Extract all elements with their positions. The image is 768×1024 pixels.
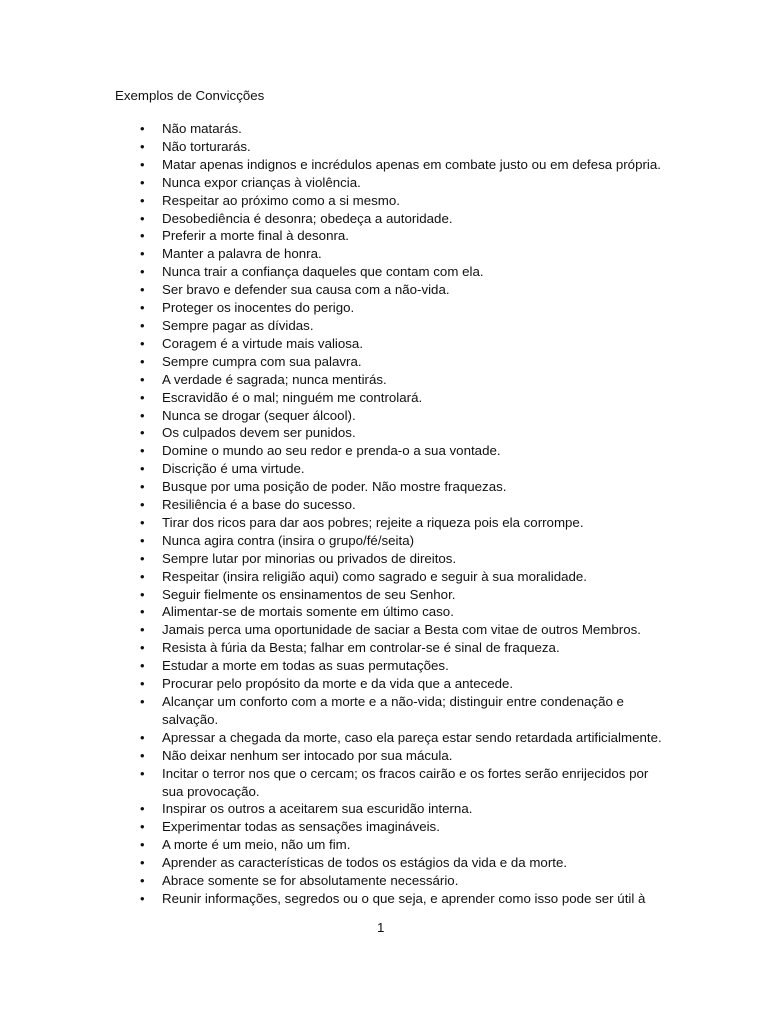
list-item-text: Aprender as características de todos os estágios da vida e da morte. — [162, 855, 568, 871]
list-item-text: Ser bravo e defender sua causa com a não-vida. — [162, 282, 450, 298]
list-item-text: Experimentar todas as sensações imagináveis. — [162, 819, 440, 835]
list-item — [0, 120, 662, 138]
bullet-icon: • — [140, 228, 145, 244]
bullet-icon: • — [140, 407, 145, 423]
list-item — [0, 317, 662, 335]
list-item-text: Reunir informações, segredos ou o que seja, e aprender como isso pode ser útil à — [162, 890, 646, 906]
list-item — [0, 747, 662, 765]
bullet-icon: • — [140, 335, 145, 351]
bullet-icon: • — [140, 317, 145, 333]
bullet-icon: • — [140, 604, 145, 620]
list-item-text: Proteger os inocentes do perigo. — [162, 300, 355, 316]
list-item — [0, 192, 662, 210]
list-item — [0, 424, 662, 442]
bullet-icon: • — [140, 282, 145, 298]
bullet-icon: • — [140, 837, 145, 853]
bullet-icon: • — [140, 729, 145, 745]
list-item — [0, 765, 662, 801]
list-item — [0, 657, 662, 675]
bullet-icon: • — [140, 371, 145, 387]
list-item-text: Não deixar nenhum ser intocado por sua mácula. — [162, 747, 453, 763]
list-item-text: A verdade é sagrada; nunca mentirás. — [162, 371, 387, 387]
list-item-text: Alcançar um conforto com a morte e a não-vida; distinguir entre condenação e salvação. — [162, 694, 624, 727]
bullet-icon: • — [140, 210, 145, 226]
list-item — [0, 245, 662, 263]
list-item-text: Abrace somente se for absolutamente necessário. — [162, 873, 459, 889]
bullet-icon: • — [140, 873, 145, 889]
list-item — [0, 639, 662, 657]
list-item — [0, 460, 662, 478]
list-item-text: Apressar a chegada da morte, caso ela pareça estar sendo retardada artificialmente. — [162, 729, 662, 745]
list-item — [0, 227, 662, 245]
list-item — [0, 532, 662, 550]
list-item — [0, 675, 662, 693]
bullet-icon: • — [140, 801, 145, 817]
list-item-text: Não torturarás. — [162, 138, 251, 154]
bullet-icon: • — [140, 890, 145, 906]
list-item — [0, 872, 662, 890]
list-item — [0, 586, 662, 604]
list-item — [0, 442, 662, 460]
bullet-icon: • — [140, 747, 145, 763]
bullet-icon: • — [140, 658, 145, 674]
list-item — [0, 818, 662, 836]
bullet-icon: • — [140, 156, 145, 172]
list-item-text: Discrição é uma virtude. — [162, 461, 305, 477]
bullet-icon: • — [140, 138, 145, 154]
bullet-icon: • — [140, 300, 145, 316]
bullet-icon: • — [140, 461, 145, 477]
list-item-text: A morte é um meio, não um fim. — [162, 837, 351, 853]
list-item — [0, 496, 662, 514]
document-title: Exemplos de Convicções — [115, 88, 265, 103]
list-item — [0, 568, 662, 586]
list-item-text: Estudar a morte em todas as suas permutações. — [162, 658, 449, 674]
list-item — [0, 854, 662, 872]
bullet-icon: • — [140, 425, 145, 441]
list-item-text: Nunca trair a confiança daqueles que contam com ela. — [162, 264, 484, 280]
list-item — [0, 156, 662, 174]
bullet-icon: • — [140, 819, 145, 835]
list-item — [0, 407, 662, 425]
list-item — [0, 621, 662, 639]
list-item-text: Tirar dos ricos para dar aos pobres; rejeite a riqueza pois ela corrompe. — [162, 514, 584, 530]
list-item-text: Respeitar ao próximo como a si mesmo. — [162, 192, 400, 208]
bullet-icon: • — [140, 514, 145, 530]
list-item-text: Nunca agira contra (insira o grupo/fé/seita) — [162, 532, 415, 548]
bullet-icon: • — [140, 264, 145, 280]
list-item — [0, 800, 662, 818]
list-item — [0, 371, 662, 389]
list-item — [0, 693, 662, 729]
list-item-text: Jamais perca uma oportunidade de saciar a Besta com vitae de outros Membros. — [162, 622, 641, 638]
list-item-text: Resiliência é a base do sucesso. — [162, 497, 356, 513]
list-item-text: Manter a palavra de honra. — [162, 246, 322, 262]
list-item-text: Desobediência é desonra; obedeça a autoridade. — [162, 210, 453, 226]
bullet-icon: • — [140, 568, 145, 584]
list-item-text: Matar apenas indignos e incrédulos apenas em combate justo ou em defesa própria. — [162, 156, 661, 172]
bullet-icon: • — [140, 676, 145, 692]
list-item-text: Não matarás. — [162, 121, 242, 136]
list-item-text: Incitar o terror nos que o cercam; os fracos cairão e os fortes serão enrijecidos por sua provocação. — [162, 765, 649, 799]
list-item — [0, 550, 662, 568]
list-item-text: Sempre lutar por minorias ou privados de direitos. — [162, 550, 457, 566]
list-item-text: Busque por uma posição de poder. Não mostre fraquezas. — [162, 479, 507, 495]
list-item-text: Resista à fúria da Besta; falhar em controlar-se é sinal de fraqueza. — [162, 640, 560, 656]
bullet-icon: • — [140, 479, 145, 495]
bullet-icon: • — [140, 640, 145, 656]
list-item — [0, 174, 662, 192]
list-item — [0, 603, 662, 621]
page-number: 1 — [377, 920, 385, 935]
list-item-text: Seguir fielmente os ensinamentos de seu Senhor. — [162, 586, 456, 602]
bullet-icon: • — [140, 550, 145, 566]
list-item-text: Coragem é a virtude mais valiosa. — [162, 335, 364, 351]
list-item-text: Respeitar (insira religião aqui) como sagrado e seguir à sua moralidade. — [162, 568, 587, 584]
list-item-text: Escravidão é o mal; ninguém me controlará. — [162, 389, 423, 405]
list-item — [0, 729, 662, 747]
list-item — [0, 299, 662, 317]
bullet-icon: • — [140, 622, 145, 638]
bullet-icon: • — [140, 121, 145, 136]
list-item-text: Sempre pagar as dívidas. — [162, 317, 314, 333]
list-item-text: Nunca expor crianças à violência. — [162, 174, 361, 190]
list-item-text: Alimentar-se de mortais somente em último caso. — [162, 604, 454, 620]
list-item-text: Inspirar os outros a aceitarem sua escuridão interna. — [162, 801, 473, 817]
list-item — [0, 210, 662, 228]
list-item — [0, 335, 662, 353]
list-item — [0, 281, 662, 299]
list-item — [0, 836, 662, 854]
bullet-icon: • — [140, 174, 145, 190]
list-item-text: Procurar pelo propósito da morte e da vida que a antecede. — [162, 676, 514, 692]
bullet-icon: • — [140, 389, 145, 405]
list-item-text: Domine o mundo ao seu redor e prenda-o a sua vontade. — [162, 443, 501, 459]
list-item — [0, 353, 662, 371]
convictions-list — [0, 120, 768, 908]
list-item-text: Preferir a morte final à desonra. — [162, 228, 349, 244]
bullet-icon: • — [140, 765, 145, 781]
bullet-icon: • — [140, 353, 145, 369]
bullet-icon: • — [140, 497, 145, 513]
bullet-icon: • — [140, 694, 145, 709]
bullet-icon: • — [140, 532, 145, 548]
bullet-icon: • — [140, 586, 145, 602]
list-item — [0, 478, 662, 496]
bullet-icon: • — [140, 443, 145, 459]
list-item-text: Nunca se drogar (sequer álcool). — [162, 407, 356, 423]
list-item — [0, 890, 662, 908]
list-item — [0, 389, 662, 407]
list-item — [0, 263, 662, 281]
list-item-text: Sempre cumpra com sua palavra. — [162, 353, 362, 369]
list-item — [0, 514, 662, 532]
bullet-icon: • — [140, 855, 145, 871]
bullet-icon: • — [140, 192, 145, 208]
list-item-text: Os culpados devem ser punidos. — [162, 425, 356, 441]
list-item — [0, 138, 662, 156]
bullet-icon: • — [140, 246, 145, 262]
